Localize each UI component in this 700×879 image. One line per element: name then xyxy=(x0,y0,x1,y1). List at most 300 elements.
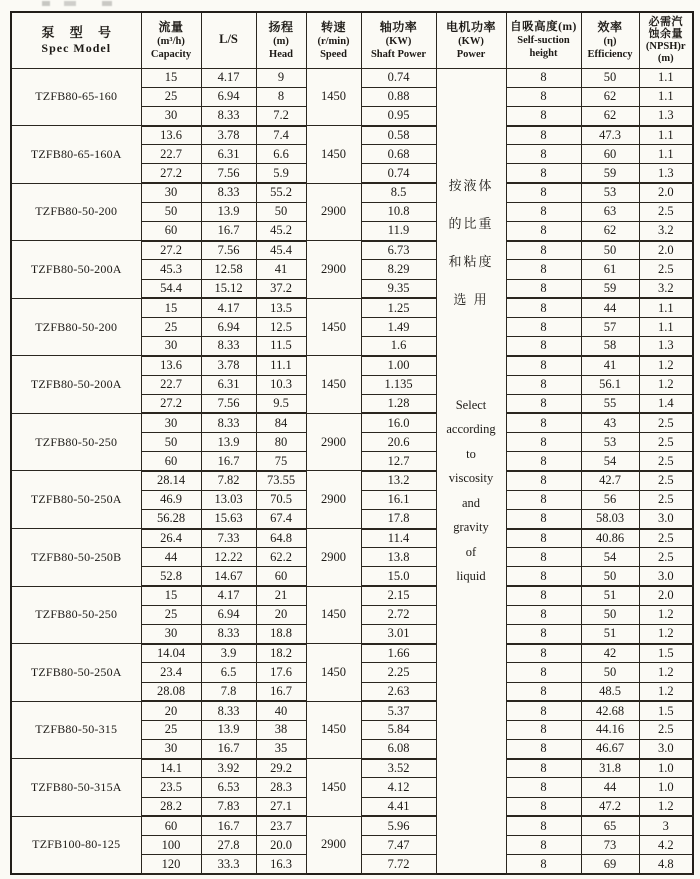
efficiency-cell: 47.2 xyxy=(581,797,639,816)
shaft-power-cell: 1.6 xyxy=(361,337,436,356)
shaft-power-cell: 16.1 xyxy=(361,490,436,509)
capacity-cell: 46.9 xyxy=(141,490,201,509)
shaft-power-cell: 3.52 xyxy=(361,759,436,778)
capacity-cell: 120 xyxy=(141,855,201,874)
ls-cell: 8.33 xyxy=(201,624,256,643)
capacity-cell: 27.2 xyxy=(141,394,201,413)
model-cell: TZFB80-65-160 xyxy=(11,68,141,126)
npsh-cell: 3.0 xyxy=(639,740,693,759)
pump-spec-table xyxy=(10,11,694,875)
shaft-power-cell: 1.00 xyxy=(361,356,436,375)
model-cell: TZFB80-50-200 xyxy=(11,298,141,356)
suction-height-cell: 8 xyxy=(506,682,581,701)
speed-cell: 2900 xyxy=(306,183,361,241)
ls-cell: 3.78 xyxy=(201,126,256,145)
shaft-power-cell: 8.29 xyxy=(361,260,436,279)
suction-height-cell: 8 xyxy=(506,836,581,855)
capacity-cell: 52.8 xyxy=(141,567,201,586)
ls-cell: 6.31 xyxy=(201,145,256,164)
efficiency-cell: 58 xyxy=(581,337,639,356)
model-cell: TZFB80-50-315 xyxy=(11,701,141,759)
shaft-power-cell: 5.84 xyxy=(361,720,436,739)
ls-cell: 6.94 xyxy=(201,317,256,336)
npsh-cell: 1.2 xyxy=(639,797,693,816)
model-cell: TZFB80-50-250A xyxy=(11,644,141,702)
efficiency-cell: 46.67 xyxy=(581,740,639,759)
suction-height-cell: 8 xyxy=(506,356,581,375)
shaft-power-cell: 11.9 xyxy=(361,222,436,241)
capacity-cell: 26.4 xyxy=(141,529,201,548)
table-row xyxy=(11,126,693,145)
capacity-cell: 25 xyxy=(141,87,201,106)
ls-cell: 7.56 xyxy=(201,394,256,413)
shaft-power-cell: 0.74 xyxy=(361,68,436,87)
table-row xyxy=(11,471,693,490)
head-cell: 7.2 xyxy=(256,106,306,125)
efficiency-cell: 62 xyxy=(581,87,639,106)
npsh-cell: 1.1 xyxy=(639,145,693,164)
capacity-cell: 15 xyxy=(141,298,201,317)
capacity-cell: 100 xyxy=(141,836,201,855)
head-cell: 27.1 xyxy=(256,797,306,816)
efficiency-cell: 56.1 xyxy=(581,375,639,394)
head-cell: 73.55 xyxy=(256,471,306,490)
capacity-cell: 15 xyxy=(141,586,201,605)
ls-cell: 33.3 xyxy=(201,855,256,874)
npsh-cell: 2.5 xyxy=(639,490,693,509)
ls-cell: 3.78 xyxy=(201,356,256,375)
efficiency-cell: 51 xyxy=(581,586,639,605)
capacity-cell: 25 xyxy=(141,317,201,336)
ls-cell: 12.58 xyxy=(201,260,256,279)
ls-cell: 4.17 xyxy=(201,586,256,605)
shaft-power-cell: 4.41 xyxy=(361,797,436,816)
npsh-cell: 2.5 xyxy=(639,548,693,567)
capacity-cell: 22.7 xyxy=(141,145,201,164)
header-model xyxy=(11,12,141,68)
ls-cell: 7.82 xyxy=(201,471,256,490)
shaft-power-cell: 2.15 xyxy=(361,586,436,605)
npsh-cell: 1.2 xyxy=(639,682,693,701)
suction-height-cell: 8 xyxy=(506,68,581,87)
shaft-power-cell: 4.12 xyxy=(361,778,436,797)
speed-cell: 2900 xyxy=(306,241,361,299)
motor-note-line: 的比重 xyxy=(448,215,494,231)
efficiency-cell: 50 xyxy=(581,567,639,586)
motor-note-line: liquid xyxy=(456,569,486,583)
suction-height-cell: 8 xyxy=(506,701,581,720)
npsh-cell: 2.5 xyxy=(639,433,693,452)
table-body xyxy=(11,68,693,874)
head-cell: 6.6 xyxy=(256,145,306,164)
capacity-cell: 44 xyxy=(141,548,201,567)
head-cell: 37.2 xyxy=(256,279,306,298)
npsh-cell: 1.1 xyxy=(639,317,693,336)
capacity-cell: 28.2 xyxy=(141,797,201,816)
capacity-cell: 13.6 xyxy=(141,126,201,145)
npsh-cell: 2.5 xyxy=(639,413,693,432)
table-row xyxy=(11,529,693,548)
table-row xyxy=(11,759,693,778)
shaft-power-cell: 0.68 xyxy=(361,145,436,164)
efficiency-cell: 56 xyxy=(581,490,639,509)
npsh-cell: 3.2 xyxy=(639,279,693,298)
suction-height-cell: 8 xyxy=(506,222,581,241)
suction-height-cell: 8 xyxy=(506,720,581,739)
header-motor-power: 电机功率 (KW) Power xyxy=(436,12,506,68)
shaft-power-cell: 1.135 xyxy=(361,375,436,394)
ls-cell: 3.92 xyxy=(201,759,256,778)
speed-cell: 1450 xyxy=(306,356,361,414)
head-cell: 50 xyxy=(256,202,306,221)
npsh-cell: 2.5 xyxy=(639,452,693,471)
ls-cell: 6.5 xyxy=(201,663,256,682)
head-cell: 10.3 xyxy=(256,375,306,394)
header-head: 扬程 (m) Head xyxy=(256,12,306,68)
model-cell: TZFB80-50-315A xyxy=(11,759,141,817)
ls-cell: 15.12 xyxy=(201,279,256,298)
capacity-cell: 14.04 xyxy=(141,644,201,663)
npsh-cell: 2.5 xyxy=(639,720,693,739)
npsh-cell: 1.1 xyxy=(639,126,693,145)
ls-cell: 8.33 xyxy=(201,337,256,356)
efficiency-cell: 41 xyxy=(581,356,639,375)
npsh-cell: 1.1 xyxy=(639,68,693,87)
ls-cell: 16.7 xyxy=(201,452,256,471)
npsh-cell: 2.5 xyxy=(639,529,693,548)
head-cell: 29.2 xyxy=(256,759,306,778)
ls-cell: 14.67 xyxy=(201,567,256,586)
npsh-cell: 1.0 xyxy=(639,778,693,797)
suction-height-cell: 8 xyxy=(506,548,581,567)
capacity-cell: 14.1 xyxy=(141,759,201,778)
efficiency-cell: 50 xyxy=(581,68,639,87)
head-cell: 28.3 xyxy=(256,778,306,797)
suction-height-cell: 8 xyxy=(506,241,581,260)
shaft-power-cell: 0.88 xyxy=(361,87,436,106)
suction-height-cell: 8 xyxy=(506,778,581,797)
shaft-power-cell: 5.37 xyxy=(361,701,436,720)
suction-height-cell: 8 xyxy=(506,797,581,816)
capacity-cell: 20 xyxy=(141,701,201,720)
efficiency-cell: 54 xyxy=(581,548,639,567)
capacity-cell: 30 xyxy=(141,183,201,202)
ls-cell: 27.8 xyxy=(201,836,256,855)
suction-height-cell: 8 xyxy=(506,490,581,509)
shaft-power-cell: 1.66 xyxy=(361,644,436,663)
capacity-cell: 22.7 xyxy=(141,375,201,394)
efficiency-cell: 57 xyxy=(581,317,639,336)
ls-cell: 16.7 xyxy=(201,740,256,759)
efficiency-cell: 65 xyxy=(581,816,639,835)
speed-cell: 1450 xyxy=(306,126,361,184)
suction-height-cell: 8 xyxy=(506,164,581,183)
model-cell: TZFB80-50-200A xyxy=(11,356,141,414)
capacity-cell: 27.2 xyxy=(141,164,201,183)
efficiency-cell: 63 xyxy=(581,202,639,221)
npsh-cell: 1.1 xyxy=(639,298,693,317)
head-cell: 5.9 xyxy=(256,164,306,183)
capacity-cell: 25 xyxy=(141,605,201,624)
model-cell: TZFB80-50-200A xyxy=(11,241,141,299)
efficiency-cell: 60 xyxy=(581,145,639,164)
ls-cell: 7.83 xyxy=(201,797,256,816)
capacity-cell: 30 xyxy=(141,740,201,759)
suction-height-cell: 8 xyxy=(506,183,581,202)
capacity-cell: 54.4 xyxy=(141,279,201,298)
efficiency-cell: 50 xyxy=(581,241,639,260)
shaft-power-cell: 5.96 xyxy=(361,816,436,835)
efficiency-cell: 54 xyxy=(581,452,639,471)
efficiency-cell: 31.8 xyxy=(581,759,639,778)
suction-height-cell: 8 xyxy=(506,279,581,298)
head-cell: 18.2 xyxy=(256,644,306,663)
header-row xyxy=(11,12,693,68)
model-cell: TZFB100-80-125 xyxy=(11,816,141,874)
speed-cell: 1450 xyxy=(306,759,361,817)
npsh-cell: 1.2 xyxy=(639,356,693,375)
efficiency-cell: 42.68 xyxy=(581,701,639,720)
suction-height-cell: 8 xyxy=(506,529,581,548)
npsh-cell: 2.5 xyxy=(639,202,693,221)
efficiency-cell: 61 xyxy=(581,260,639,279)
motor-note-line: of xyxy=(465,544,477,559)
shaft-power-cell: 2.63 xyxy=(361,682,436,701)
shaft-power-cell: 2.72 xyxy=(361,605,436,624)
header-self-suction: 自吸高度(m) Self-suction height xyxy=(506,12,581,68)
motor-note-line: to xyxy=(466,446,476,461)
head-cell: 67.4 xyxy=(256,509,306,528)
table-row xyxy=(11,586,693,605)
npsh-cell: 1.3 xyxy=(639,164,693,183)
motor-note-line: Select xyxy=(455,397,487,412)
capacity-cell: 30 xyxy=(141,413,201,432)
efficiency-cell: 47.3 xyxy=(581,126,639,145)
capacity-cell: 45.3 xyxy=(141,260,201,279)
npsh-cell: 3.0 xyxy=(639,509,693,528)
head-cell: 60 xyxy=(256,567,306,586)
table-row xyxy=(11,644,693,663)
speed-cell: 1450 xyxy=(306,68,361,126)
efficiency-cell: 42 xyxy=(581,644,639,663)
npsh-cell: 2.5 xyxy=(639,260,693,279)
head-cell: 75 xyxy=(256,452,306,471)
ls-cell: 6.94 xyxy=(201,605,256,624)
shaft-power-cell: 9.35 xyxy=(361,279,436,298)
shaft-power-cell: 16.0 xyxy=(361,413,436,432)
motor-note-line: 选 用 xyxy=(453,291,489,307)
capacity-cell: 25 xyxy=(141,720,201,739)
efficiency-cell: 62 xyxy=(581,106,639,125)
npsh-cell: 2.0 xyxy=(639,183,693,202)
ls-cell: 13.9 xyxy=(201,202,256,221)
shaft-power-cell: 1.28 xyxy=(361,394,436,413)
table-row xyxy=(11,68,693,87)
ls-cell: 3.9 xyxy=(201,644,256,663)
npsh-cell: 1.3 xyxy=(639,106,693,125)
suction-height-cell: 8 xyxy=(506,663,581,682)
head-cell: 45.2 xyxy=(256,222,306,241)
suction-height-cell: 8 xyxy=(506,567,581,586)
motor-note-line: 和粘度 xyxy=(448,253,494,269)
head-cell: 12.5 xyxy=(256,317,306,336)
npsh-cell: 4.2 xyxy=(639,836,693,855)
capacity-cell: 15 xyxy=(141,68,201,87)
suction-height-cell: 8 xyxy=(506,452,581,471)
suction-height-cell: 8 xyxy=(506,317,581,336)
capacity-cell: 23.4 xyxy=(141,663,201,682)
efficiency-cell: 44.16 xyxy=(581,720,639,739)
suction-height-cell: 8 xyxy=(506,816,581,835)
head-cell: 11.5 xyxy=(256,337,306,356)
efficiency-cell: 43 xyxy=(581,413,639,432)
shaft-power-cell: 0.95 xyxy=(361,106,436,125)
efficiency-cell: 44 xyxy=(581,298,639,317)
speed-cell: 2900 xyxy=(306,413,361,471)
npsh-cell: 3 xyxy=(639,816,693,835)
npsh-cell: 2.0 xyxy=(639,241,693,260)
efficiency-cell: 62 xyxy=(581,222,639,241)
shaft-power-cell: 12.7 xyxy=(361,452,436,471)
npsh-cell: 1.2 xyxy=(639,375,693,394)
suction-height-cell: 8 xyxy=(506,759,581,778)
capacity-cell: 56.28 xyxy=(141,509,201,528)
table-row xyxy=(11,241,693,260)
suction-height-cell: 8 xyxy=(506,855,581,874)
ls-cell: 13.9 xyxy=(201,433,256,452)
motor-power-note xyxy=(436,68,506,874)
speed-cell: 1450 xyxy=(306,701,361,759)
ls-cell: 4.17 xyxy=(201,298,256,317)
efficiency-cell: 50 xyxy=(581,605,639,624)
shaft-power-cell: 7.47 xyxy=(361,836,436,855)
header-shaft-power: 轴功率 (KW) Shaft Power xyxy=(361,12,436,68)
npsh-cell: 1.1 xyxy=(639,87,693,106)
npsh-cell: 3.0 xyxy=(639,567,693,586)
table-row xyxy=(11,356,693,375)
ls-cell: 7.56 xyxy=(201,241,256,260)
head-cell: 13.5 xyxy=(256,298,306,317)
header-ls: L/S xyxy=(201,12,256,68)
header-efficiency: 效率 (η) Efficiency xyxy=(581,12,639,68)
ls-cell: 8.33 xyxy=(201,413,256,432)
shaft-power-cell: 11.4 xyxy=(361,529,436,548)
efficiency-cell: 55 xyxy=(581,394,639,413)
motor-note-line: 按液体 xyxy=(448,177,494,193)
model-cell: TZFB80-65-160A xyxy=(11,126,141,184)
shaft-power-cell: 3.01 xyxy=(361,624,436,643)
model-cell: TZFB80-50-250B xyxy=(11,529,141,587)
table-row xyxy=(11,413,693,432)
ls-cell: 6.53 xyxy=(201,778,256,797)
shaft-power-cell: 8.5 xyxy=(361,183,436,202)
suction-height-cell: 8 xyxy=(506,605,581,624)
npsh-cell: 1.2 xyxy=(639,624,693,643)
head-cell: 70.5 xyxy=(256,490,306,509)
npsh-cell: 1.4 xyxy=(639,394,693,413)
model-cell: TZFB80-50-250A xyxy=(11,471,141,529)
capacity-cell: 28.08 xyxy=(141,682,201,701)
head-cell: 20.0 xyxy=(256,836,306,855)
head-cell: 64.8 xyxy=(256,529,306,548)
suction-height-cell: 8 xyxy=(506,413,581,432)
efficiency-cell: 48.5 xyxy=(581,682,639,701)
ls-cell: 12.22 xyxy=(201,548,256,567)
head-cell: 40 xyxy=(256,701,306,720)
shaft-power-cell: 17.8 xyxy=(361,509,436,528)
npsh-cell: 1.2 xyxy=(639,605,693,624)
suction-height-cell: 8 xyxy=(506,586,581,605)
speed-cell: 1450 xyxy=(306,298,361,356)
ls-cell: 8.33 xyxy=(201,183,256,202)
head-cell: 21 xyxy=(256,586,306,605)
npsh-cell: 2.0 xyxy=(639,586,693,605)
shaft-power-cell: 7.72 xyxy=(361,855,436,874)
efficiency-cell: 53 xyxy=(581,433,639,452)
capacity-cell: 60 xyxy=(141,452,201,471)
capacity-cell: 30 xyxy=(141,337,201,356)
shaft-power-cell: 13.2 xyxy=(361,471,436,490)
suction-height-cell: 8 xyxy=(506,298,581,317)
head-cell: 9.5 xyxy=(256,394,306,413)
npsh-cell: 1.0 xyxy=(639,759,693,778)
npsh-cell: 4.8 xyxy=(639,855,693,874)
table-row xyxy=(11,816,693,835)
model-cell: TZFB80-50-250 xyxy=(11,586,141,644)
header-speed: 转速 (r/min) Speed xyxy=(306,12,361,68)
table-row xyxy=(11,183,693,202)
ls-cell: 7.56 xyxy=(201,164,256,183)
ls-cell: 8.33 xyxy=(201,106,256,125)
efficiency-cell: 44 xyxy=(581,778,639,797)
npsh-cell: 1.2 xyxy=(639,663,693,682)
suction-height-cell: 8 xyxy=(506,644,581,663)
head-cell: 8 xyxy=(256,87,306,106)
capacity-cell: 50 xyxy=(141,433,201,452)
shaft-power-cell: 1.25 xyxy=(361,298,436,317)
header-model-en: Spec Model xyxy=(41,40,112,55)
shaft-power-cell: 2.25 xyxy=(361,663,436,682)
ls-cell: 13.03 xyxy=(201,490,256,509)
ls-cell: 13.9 xyxy=(201,720,256,739)
ls-cell: 16.7 xyxy=(201,816,256,835)
shaft-power-cell: 0.74 xyxy=(361,164,436,183)
capacity-cell: 50 xyxy=(141,202,201,221)
model-cell: TZFB80-50-200 xyxy=(11,183,141,241)
motor-note-line: viscosity xyxy=(448,471,494,485)
capacity-cell: 23.5 xyxy=(141,778,201,797)
ls-cell: 8.33 xyxy=(201,701,256,720)
shaft-power-cell: 0.58 xyxy=(361,126,436,145)
ls-cell: 7.8 xyxy=(201,682,256,701)
suction-height-cell: 8 xyxy=(506,471,581,490)
motor-note-line: and xyxy=(461,495,481,510)
motor-note-line: according xyxy=(446,422,496,436)
head-cell: 45.4 xyxy=(256,241,306,260)
head-cell: 35 xyxy=(256,740,306,759)
capacity-cell: 27.2 xyxy=(141,241,201,260)
efficiency-cell: 58.03 xyxy=(581,509,639,528)
npsh-cell: 3.2 xyxy=(639,222,693,241)
header-npsh: 必需汽 蚀余量 (NPSH)r (m) xyxy=(639,12,693,68)
suction-height-cell: 8 xyxy=(506,260,581,279)
head-cell: 62.2 xyxy=(256,548,306,567)
head-cell: 11.1 xyxy=(256,356,306,375)
shaft-power-cell: 6.73 xyxy=(361,241,436,260)
head-cell: 18.8 xyxy=(256,624,306,643)
shaft-power-cell: 13.8 xyxy=(361,548,436,567)
capacity-cell: 13.6 xyxy=(141,356,201,375)
